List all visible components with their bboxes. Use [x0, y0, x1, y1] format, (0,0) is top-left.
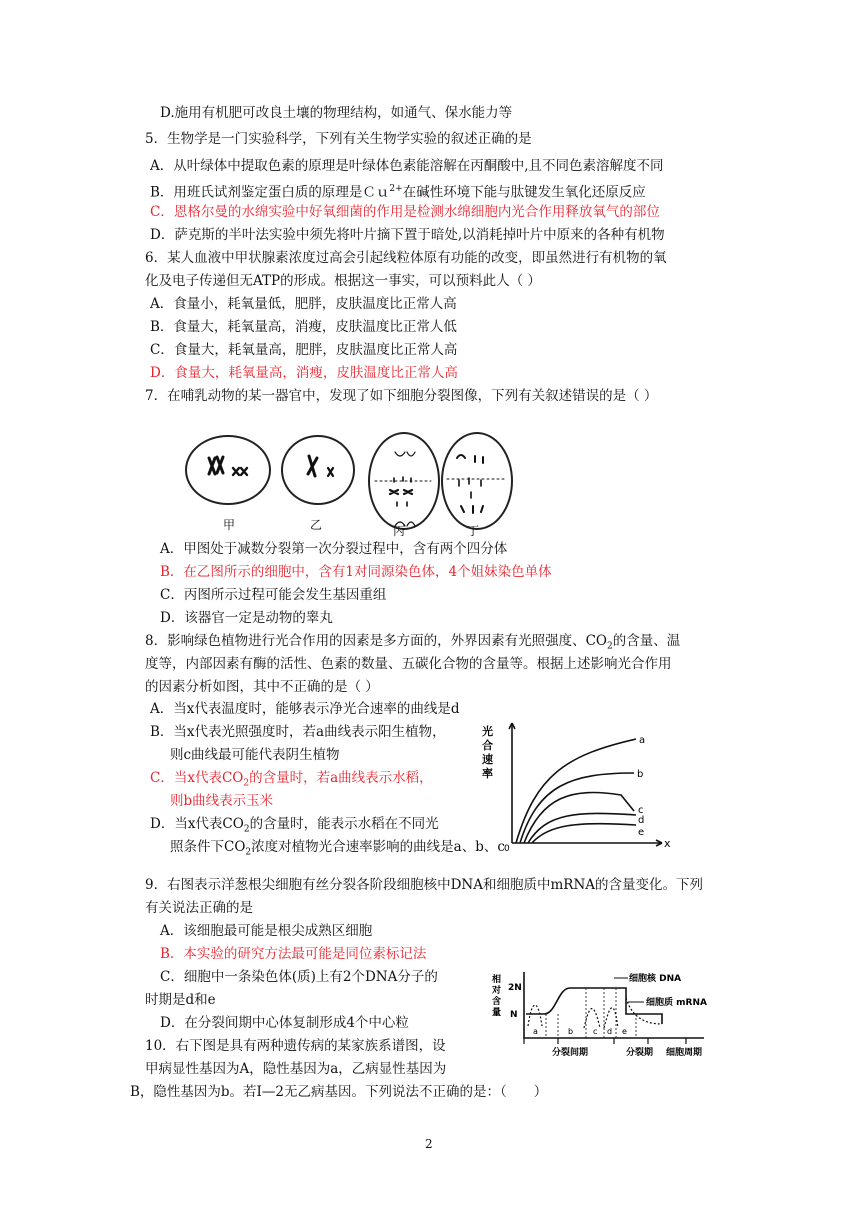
- q7-option-d: D．该器官一定是动物的睾丸: [160, 610, 333, 626]
- origin-label: 0: [504, 844, 510, 854]
- label-jia: 甲: [223, 518, 236, 532]
- legend-mrna: 细胞质 mRNA: [646, 998, 707, 1008]
- q6-stem-cont: 化及电子传递但无ATP的形成。根据这一事实，可以预料此人（ ）: [145, 273, 541, 289]
- curve-label-c: c: [638, 805, 644, 816]
- ylabel-char-4: 率: [482, 767, 493, 780]
- q10-stem-cont: 甲病显性基因为A，隐性基因为a，乙病显性基因为: [145, 1061, 447, 1077]
- phase-d: d: [607, 1027, 613, 1036]
- q8-stem: 8．影响绿色植物进行光合作用的因素是多方面的，外界因素有光照强度、$CO_2$的含量、温: [145, 633, 681, 652]
- q6-stem: 6．某人血液中甲状腺素浓度过高会引起线粒体原有功能的改变，即虽然进行有机物的氧: [145, 250, 667, 266]
- ylabel-char-1: 光: [482, 725, 493, 738]
- q6-option-a: A．食量小，耗氧量低，肥胖，皮肤温度比正常人高: [150, 296, 457, 312]
- q5-option-c-answer: C．恩格尔曼的水绵实验中好氧细菌的作用是检测水绵细胞内光合作用释放氧气的部位: [150, 204, 660, 220]
- q5-option-b: B．用班氏试剂鉴定蛋白质的原理是Ｃｕ$^{2+}$在碱性环境下能与肽键发生氧化还原反应: [150, 184, 646, 201]
- q7-option-a: A．甲图处于减数分裂第一次分裂过程中，含有两个四分体: [160, 541, 508, 557]
- dna-mrna-chart: [486, 968, 720, 1060]
- q7-option-c: C．丙图所示过程可能会发生基因重组: [160, 587, 387, 603]
- q6-option-b: B．食量大，耗氧量高，消瘦，皮肤温度比正常人低: [150, 319, 457, 335]
- label-bing: 丙: [393, 524, 406, 538]
- label-mitosis: 分裂期: [626, 1048, 654, 1058]
- y-tick-2n: 2N: [508, 983, 522, 993]
- q8-stem-cont2: 的因素分析如图，其中不正确的是（ ）: [145, 679, 379, 695]
- q8-option-c-cont: 则b曲线表示玉米: [170, 793, 274, 809]
- q9-option-c-cont: 时期是d和e: [145, 992, 216, 1008]
- curve-e: [532, 824, 636, 843]
- q8-option-d-cont: 照条件下$CO_2$浓度对植物光合速率影响的曲线是a、b、c: [170, 839, 505, 858]
- phase-e: e: [622, 1027, 627, 1036]
- q9-option-d: D．在分裂间期中心体复制形成4个中心粒: [160, 1015, 409, 1031]
- y-tick-n: N: [510, 1010, 518, 1020]
- dna-curve: [526, 988, 662, 1024]
- q8-option-a: A．当x代表温度时，能够表示净光合速率的曲线是d: [150, 701, 460, 717]
- chromosome-drawings: [185, 430, 535, 540]
- curve-a: [516, 739, 636, 843]
- q7-option-b-answer: B．在乙图所示的细胞中，含有1对同源染色体，4个姐妹染色单体: [160, 564, 552, 580]
- q6-option-c: C．食量大，耗氧量高，肥胖，皮肤温度比正常人高: [150, 342, 458, 358]
- q5-option-d: D．萨克斯的半叶法实验中须先将叶片摘下置于暗处,以消耗掉叶片中原来的各种有机物: [150, 227, 665, 243]
- q8-option-d: D．当x代表$CO_2$的含量时，能表示水稻在不同光: [150, 816, 439, 835]
- curve-label-d: d: [638, 815, 645, 826]
- q9-option-c: C．细胞中一条染色体(质)上有2个DNA分子的: [160, 969, 438, 985]
- q9-option-b-answer: B．本实验的研究方法最可能是同位素标记法: [160, 946, 427, 962]
- x-axis-label: x: [664, 837, 671, 850]
- q10-stem-cont2: B，隐性基因为b。若Ⅰ—2无乙病基因。下列说法不正确的是：（ ）: [130, 1084, 548, 1100]
- cell-division-figure: [185, 430, 535, 540]
- q8-stem-cont: 度等，内部因素有酶的活性、色素的数量、五碳化合物的含量等。根据上述影响光合作用: [145, 656, 672, 672]
- q8-option-c-answer: C．当x代表$CO_2$的含量时，若a曲线表示水稻，: [150, 770, 433, 789]
- dna-ylabel-char-3: 含: [492, 997, 502, 1007]
- q4-option-d: D.施用有机肥可改良土壤的物理结构，如通气、保水能力等: [160, 105, 513, 121]
- dna-ylabel-char-2: 对: [492, 986, 502, 996]
- dna-ylabel-char-1: 相: [492, 975, 502, 985]
- q9-stem: 9．右图表示洋葱根尖细胞有丝分裂各阶段细胞核中DNA和细胞质中mRNA的含量变化。下列: [145, 877, 704, 893]
- q9-option-a: A．该细胞最可能是根尖成熟区细胞: [160, 923, 373, 939]
- label-ding: 丁: [467, 524, 480, 538]
- curve-d: [528, 813, 636, 843]
- curve-label-b: b: [637, 769, 644, 780]
- label-interphase: 分裂间期: [552, 1048, 589, 1058]
- phase-c: c: [593, 1027, 598, 1036]
- ylabel-char-3: 速: [482, 753, 493, 766]
- legend-dna: 细胞核 DNA: [629, 974, 682, 984]
- photosynthesis-chart: [476, 715, 676, 855]
- ylabel-char-2: 合: [482, 739, 493, 752]
- label-cell-cycle: 细胞周期: [666, 1048, 703, 1058]
- label-yi: 乙: [310, 518, 323, 532]
- curve-label-e: e: [638, 827, 645, 838]
- q7-stem: 7．在哺乳动物的某一器官中，发现了如下细胞分裂图像，下列有关叙述错误的是（ ）: [145, 388, 658, 404]
- dna-ylabel-char-4: 量: [492, 1008, 502, 1018]
- phase-b: b: [568, 1027, 574, 1036]
- phase-a: a: [533, 1027, 538, 1036]
- q8-option-b: B．当x代表光照强度时，若a曲线表示阳生植物，: [150, 724, 446, 740]
- q6-option-d-answer: D．食量大，耗氧量高，消瘦，皮肤温度比正常人高: [150, 365, 458, 381]
- q10-stem: 10．右下图是具有两种遗传病的某家族系谱图，设: [145, 1038, 446, 1054]
- curve-label-a: a: [639, 735, 646, 746]
- mrna-curve: [528, 1005, 618, 1028]
- q9-stem-cont: 有关说法正确的是: [145, 900, 253, 916]
- q5-option-a: A．从叶绿体中提取色素的原理是叶绿体色素能溶解在丙酮酸中,且不同色素溶解度不同: [150, 158, 664, 174]
- q5-stem: 5．生物学是一门实验科学，下列有关生物学实验的叙述正确的是: [145, 131, 532, 147]
- page-number: 2: [425, 1137, 433, 1151]
- q8-option-b-cont: 则c曲线最可能代表阴生植物: [170, 747, 340, 763]
